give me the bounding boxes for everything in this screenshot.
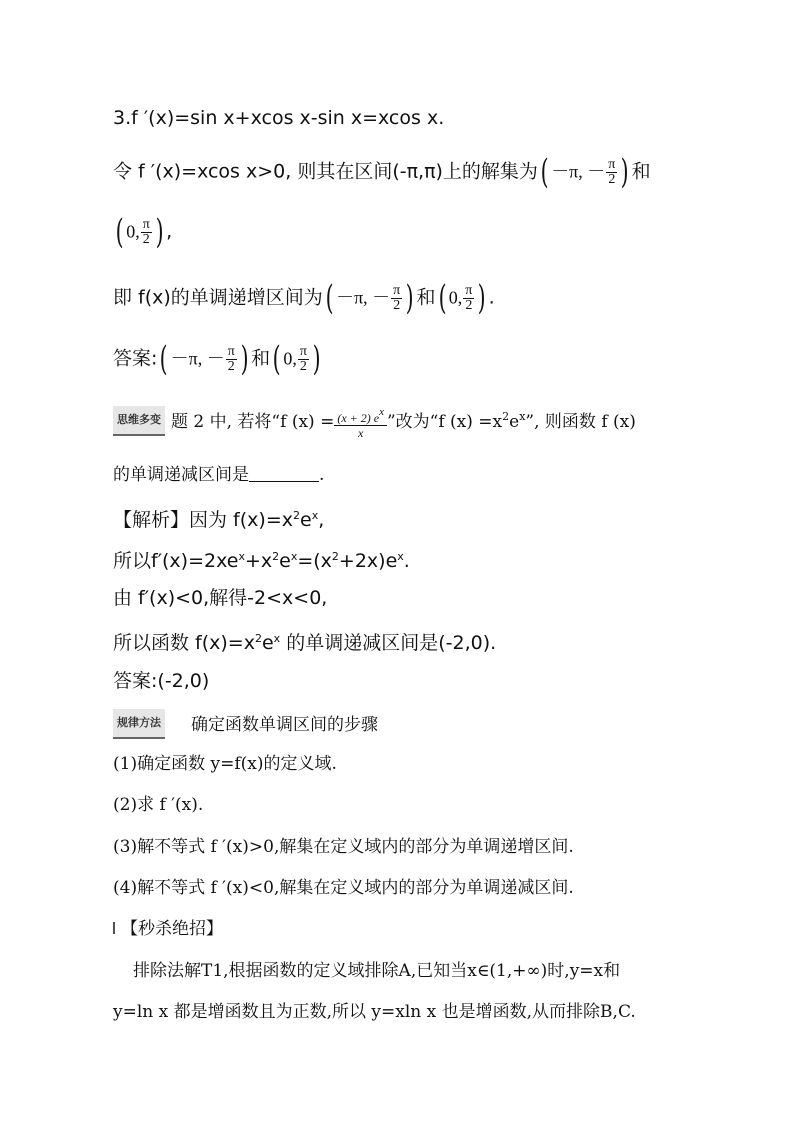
interval-zero: 0,: [448, 287, 463, 308]
method-title: 确定函数单调区间的步骤: [191, 715, 378, 735]
trick-paragraph-1: 排除法解T1,根据函数的定义域排除A,已知当x∈(1,+∞)时,y=x和: [133, 961, 621, 981]
answer-line: [113, 339, 323, 379]
and-text: 和: [416, 286, 436, 309]
left-paren: (: [160, 339, 169, 379]
variation-question-line-2: 的单调递减区间是 .: [113, 465, 325, 485]
right-paren: ): [621, 152, 629, 192]
right-paren: ): [240, 339, 249, 379]
solution-line-3: [113, 212, 173, 252]
trick-paragraph-2: y=ln x 都是增函数且为正数,所以 y=xln x 也是增函数,从而排除B,C.: [113, 1002, 636, 1022]
solution-line-1: 3.f ′(x)=sin x+xcos x-sin x=xcos x.: [113, 107, 445, 129]
and-text: 和: [251, 347, 271, 370]
variation-fraction: $\frac{(x + 2) e^x}{x}$: [334, 405, 387, 440]
method-step-3: (3)解不等式 f ′(x)>0,解集在定义域内的部分为单调递增区间.: [113, 837, 574, 857]
analysis-line-2: 所以$f'(x)=2xe^x+x^2e^x=(x^2+2x)e^x$.: [113, 550, 410, 572]
fraction-pi-over-2: $\frac{\pi}{2}$: [299, 343, 307, 374]
interval-zero: 0,: [283, 348, 297, 369]
period: .: [488, 286, 495, 309]
interval-text: －π, －: [551, 161, 606, 182]
and-text: 和: [631, 160, 651, 183]
variation-text-a: 题 2 中, 若将“f (x) =: [171, 412, 335, 432]
method-badge: 规律方法: [113, 709, 165, 739]
right-paren: ): [478, 278, 486, 318]
line4-text: 即 f(x)的单调递增区间为: [113, 286, 323, 309]
left-paren: (: [272, 339, 281, 379]
solution-line-4: [113, 278, 495, 318]
line2-text: 令 f ′(x)=xcos x>0, 则其在区间(-π,π)上的解集为: [113, 160, 538, 183]
right-paren: ): [405, 278, 414, 318]
right-paren: ): [312, 339, 321, 379]
analysis-line-3: 由 f′(x)<0,解得-2<x<0,: [113, 587, 328, 609]
analysis-line-4: 所以函数 $f(x)=x^2e^x$ 的单调递减区间是(-2,0).: [113, 632, 497, 654]
comma: ,: [166, 220, 173, 243]
interval-zero: 0,: [126, 221, 140, 242]
right-paren: ): [155, 212, 164, 252]
variation-text-d: ”, 则函数 f (x): [525, 412, 636, 432]
variation-text-b: ”改为“f (x) =x: [386, 412, 503, 432]
fraction-pi-over-2: $\frac{\pi}{2}$: [227, 343, 235, 374]
method-step-4: (4)解不等式 f ′(x)<0,解集在定义域内的部分为单调递减区间.: [113, 878, 574, 898]
left-paren: (: [438, 278, 447, 318]
variation-question: 思维多变 题 2 中, 若将“f (x) = $\frac{(x + 2) e^x}{x}$ ”改为“f $(x) =x^2e^x$”, 则函数 f (x): [113, 404, 636, 440]
solution-line-2: [113, 152, 651, 192]
trick-bar-icon: [113, 922, 115, 934]
fraction-pi-over-2: $\frac{\pi}{2}$: [465, 282, 473, 313]
analysis-line-1: 【解析】因为 $f(x)=x^2e^x$,: [113, 509, 325, 531]
variation-badge: 思维多变: [113, 406, 165, 436]
answer-label: 答案:: [113, 347, 158, 370]
analysis-answer: 答案:(-2,0): [113, 670, 210, 692]
left-paren: (: [540, 152, 549, 192]
interval-text: －π, －: [336, 287, 391, 308]
left-paren: (: [115, 212, 124, 252]
method-heading: [113, 709, 378, 739]
analysis-heading: 【解析】: [113, 509, 190, 531]
fraction-pi-over-2: $\frac{\pi}{2}$: [393, 282, 401, 313]
interval-text: －π, －: [170, 348, 225, 369]
fraction-pi-over-2: $\frac{\pi}{2}$: [142, 216, 150, 247]
method-step-1: (1)确定函数 y=f(x)的定义域.: [113, 754, 337, 774]
left-paren: (: [325, 278, 334, 318]
method-step-2: (2)求 f ′(x).: [113, 795, 204, 815]
answer-blank[interactable]: [249, 463, 319, 482]
trick-heading: 【秒杀绝招】: [113, 916, 223, 942]
fraction-pi-over-2: $\frac{\pi}{2}$: [608, 156, 616, 187]
